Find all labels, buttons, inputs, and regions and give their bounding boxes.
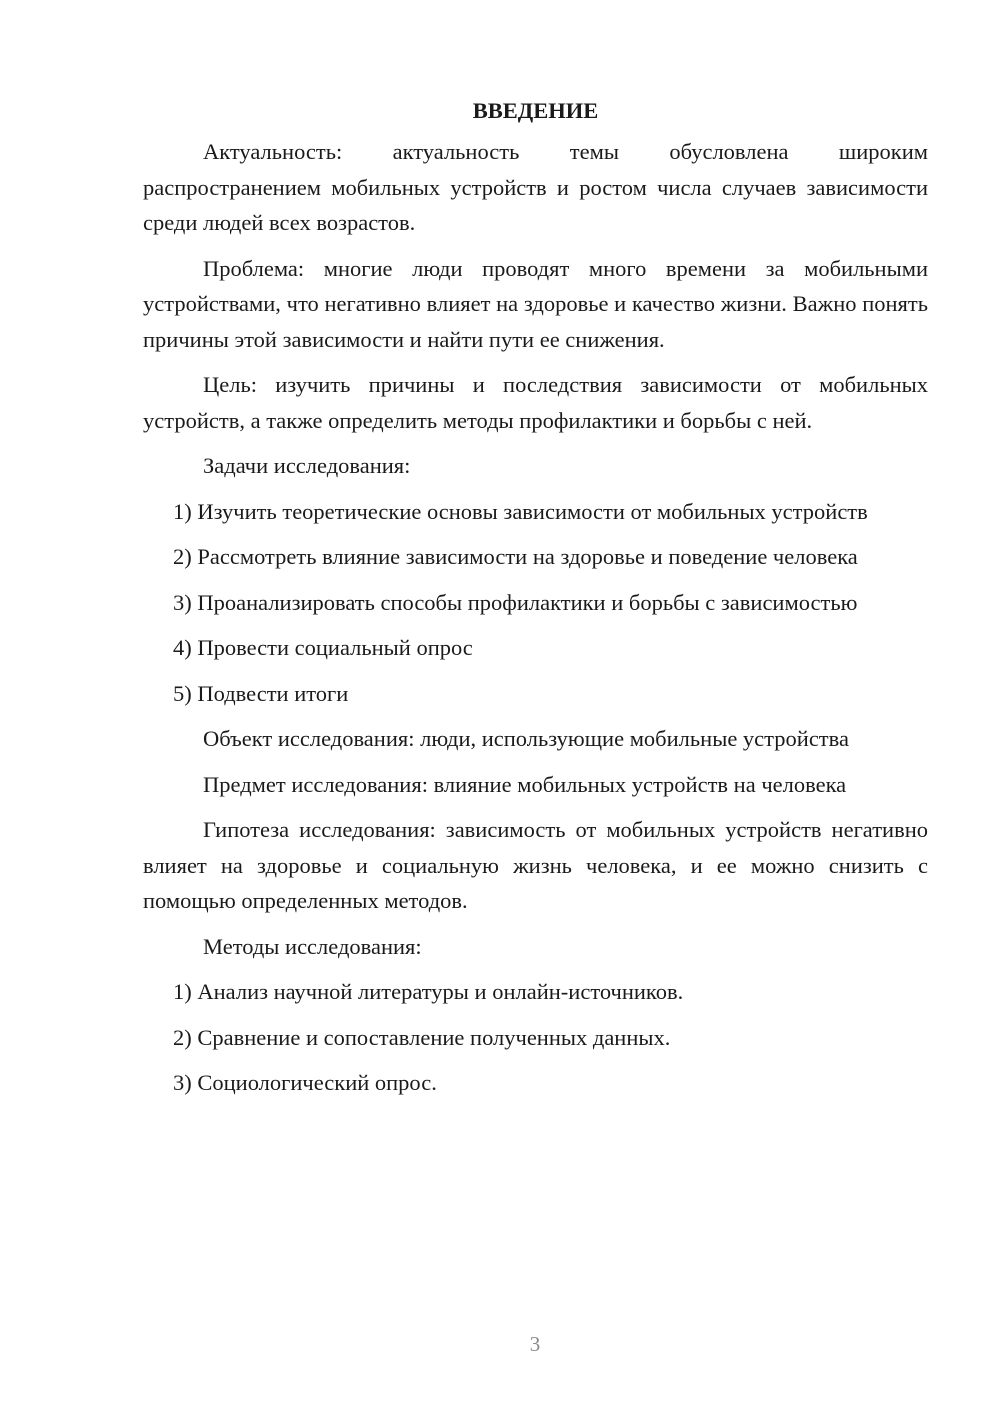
goal-paragraph: Цель: изучить причины и последствия зависимости от мобильных устройств, а также определить методы профилактики и борьбы с ней. — [143, 372, 928, 433]
object-paragraph: Объект исследования: люди, использующие мобильные устройства — [203, 726, 849, 751]
task-item-4: 4) Провести социальный опрос — [173, 635, 473, 660]
task-item-5: 5) Подвести итоги — [173, 680, 349, 706]
section-title: ВВЕДЕНИЕ — [472, 98, 599, 123]
relevance-paragraph: Актуальность: актуальность темы обусловлена широким распространением мобильных устройств и ростом числа случаев зависимости среди людей всех возрастов. — [143, 139, 928, 235]
page-number: 3 — [529, 1332, 541, 1356]
methods-heading: Методы исследования: — [203, 933, 422, 959]
method-item-3: 3) Социологический опрос. — [173, 1070, 437, 1095]
subject-paragraph: Предмет исследования: влияние мобильных устройств на человека — [203, 771, 847, 797]
task-item-3: 3) Проанализировать способы профилактики и борьбы с зависимостью — [173, 589, 858, 615]
hypothesis-paragraph: Гипотеза исследования: зависимость от мобильных устройств негативно влияет на здоровье и социальную жизнь человека, и ее можно снизить с помощью определенных методов. — [143, 817, 928, 913]
problem-paragraph: Проблема: многие люди проводят много времени за мобильными устройствами, что негативно влияет на здоровье и качество жизни. Важно понять причины этой зависимости и найти пути ее снижения. — [143, 255, 928, 352]
task-item-1: 1) Изучить теоретические основы зависимости от мобильных устройств — [173, 498, 868, 524]
tasks-heading: Задачи исследования: — [203, 453, 411, 478]
task-item-2: 2) Рассмотреть влияние зависимости на здоровье и поведение человека — [173, 544, 858, 569]
method-item-1: 1) Анализ научной литературы и онлайн-источников. — [173, 979, 684, 1004]
document-page — [143, 88, 928, 1101]
method-item-2: 2) Сравнение и сопоставление полученных данных. — [173, 1024, 671, 1050]
